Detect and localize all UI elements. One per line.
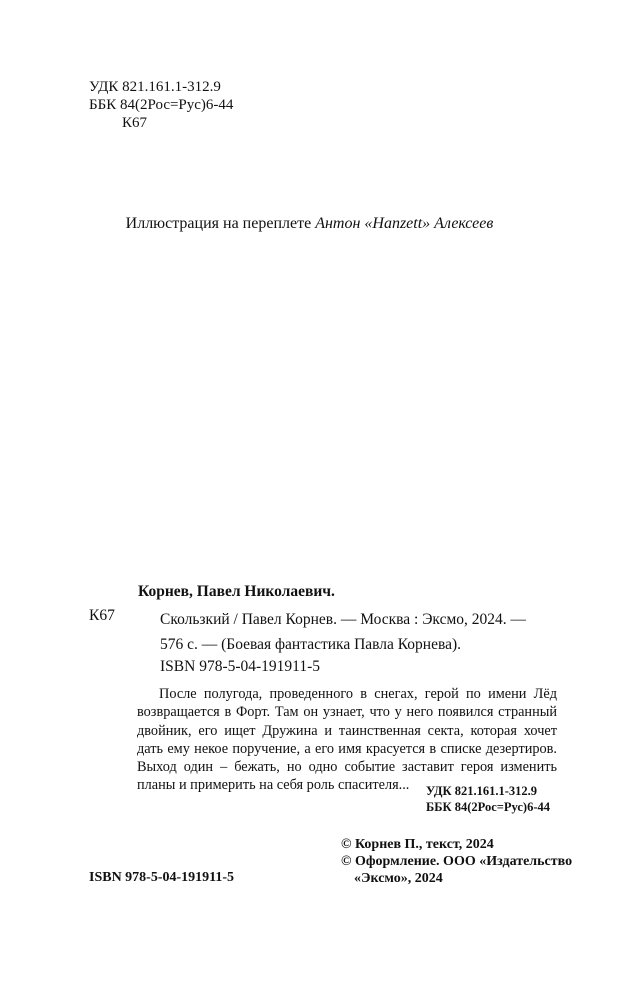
bottom-udk-code: УДК 821.161.1-312.9 xyxy=(426,784,537,798)
bibliographic-description xyxy=(160,607,526,657)
annotation xyxy=(137,685,557,795)
biblio-line-2: 576 с. — (Боевая фантастика Павла Корнева). xyxy=(160,636,462,653)
catalog-author-mark: К67 xyxy=(89,607,115,624)
bottom-bbk-code: ББК 84(2Рос=Рус)6-44 xyxy=(426,800,550,814)
annotation-text: После полугода, проведенного в снегах, герой по имени Лёд возвращается в Форт. Там он узнает, что у него появился странный двойник, его ищет Дружина и таинственная секта, которая хочет дать ему некое поручение, а его имя красуется в списке дезертиров. Выход один – бежать, но одно событие заставит героя изменить планы и примерить на себя роль спасителя... xyxy=(137,686,557,794)
isbn-bottom: ISBN 978-5-04-191911-5 xyxy=(89,870,235,885)
copyright-publisher: «Эксмо», 2024 xyxy=(354,871,443,886)
catalog-isbn: ISBN 978-5-04-191911-5 xyxy=(160,658,321,675)
cover-illustration-credit xyxy=(0,215,619,233)
copyright-block xyxy=(341,836,572,887)
illustration-prefix: Иллюстрация на переплете xyxy=(125,215,316,232)
top-classification-codes xyxy=(89,78,233,132)
bottom-classification-codes xyxy=(426,783,550,815)
udk-code: УДК 821.161.1-312.9 xyxy=(89,79,221,95)
biblio-line-1: Скользкий / Павел Корнев. — Москва : Эксмо, 2024. — xyxy=(160,611,527,628)
bbk-code: ББК 84(2Рос=Рус)6-44 xyxy=(89,97,234,113)
author-mark: К67 xyxy=(122,115,148,131)
catalog-author: Корнев, Павел Николаевич. xyxy=(138,583,335,600)
copyright-design: © Оформление. ООО «Издательство xyxy=(341,854,573,869)
illustration-artist: Антон «Hanzett» Алексеев xyxy=(315,215,494,232)
copyright-text: © Корнев П., текст, 2024 xyxy=(341,837,494,852)
